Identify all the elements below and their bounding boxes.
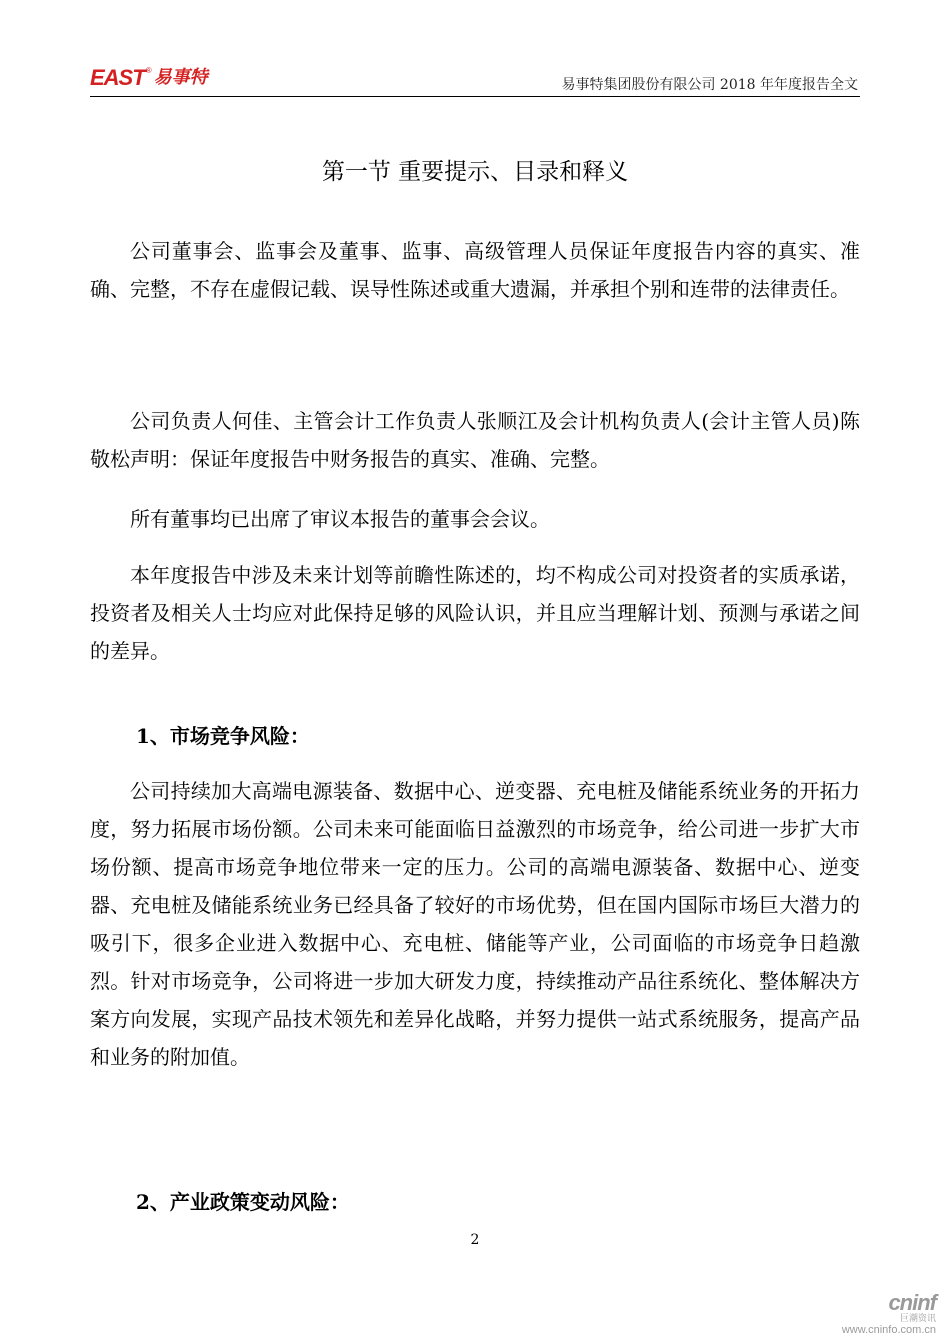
risk-heading-market: 1、市场竞争风险：: [136, 724, 310, 748]
cninfo-watermark: [842, 1292, 936, 1336]
page-header: [90, 62, 860, 97]
logo-latin-text: EAST: [90, 65, 145, 90]
paragraph-officer-declaration: 公司负责人何佳、主管会计工作负责人张顺江及会计机构负责人(会计主管人员)陈敬松声明：保证年度报告中财务报告的真实、准确、完整。: [90, 409, 860, 471]
logo-chinese-text: 易事特: [153, 67, 208, 88]
watermark-brand: cninf: [888, 1290, 936, 1315]
logo-registered-mark: ®: [145, 66, 152, 75]
risk-body-market: 公司持续加大高端电源装备、数据中心、逆变器、充电桩及储能系统业务的开拓力度，努力拓展市场份额。公司未来可能面临日益激烈的市场竞争，给公司进一步扩大市场份额、提高市场竞争地位带来一定的压力。公司的高端电源装备、数据中心、逆变器、充电桩及储能系统业务已经具备了较好的市场优势，但在国内国际市场巨大潜力的吸引下，很多企业进入数据中心、充电桩、储能等产业，公司面临的市场竞争日趋激烈。针对市场竞争，公司将进一步加大研发力度，持续推动产品往系统化、整体解决方案方向发展，实现产品技术领先和差异化战略，并努力提供一站式系统服务，提高产品和业务的附加值。: [90, 779, 860, 1069]
paragraph-board-guarantee: 公司董事会、监事会及董事、监事、高级管理人员保证年度报告内容的真实、准确、完整，不存在虚假记载、误导性陈述或重大遗漏，并承担个别和连带的法律责任。: [90, 239, 860, 301]
watermark-chinese: 巨潮资讯: [899, 1314, 936, 1324]
report-title: 易事特集团股份有限公司 2018 年年度报告全文: [561, 77, 858, 93]
company-logo: [90, 64, 208, 90]
page-number: 2: [470, 1232, 480, 1248]
paragraph-board-attendance: 所有董事均已出席了审议本报告的董事会会议。: [130, 507, 550, 531]
watermark-url: www.cninfo.com.cn: [841, 1324, 936, 1336]
paragraph-forward-looking: 本年度报告中涉及未来计划等前瞻性陈述的，均不构成公司对投资者的实质承诺，投资者及相关人士均应对此保持足够的风险认识，并且应当理解计划、预测与承诺之间的差异。: [90, 563, 860, 663]
section-title: 第一节 重要提示、目录和释义: [321, 159, 629, 185]
risk-heading-policy: 2、产业政策变动风险：: [136, 1190, 350, 1214]
